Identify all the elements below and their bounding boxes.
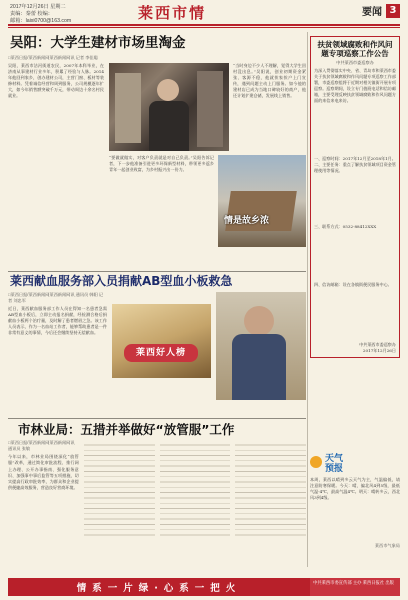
sidebar-item-2: 二、主要任务：重点了解扶贫领域项目资金管理使用等情况。 <box>314 162 396 174</box>
sidebar-title: 扶贫领域腐败和作风问题专项巡察工作公告 <box>317 40 393 58</box>
section-name: 要闻 <box>362 7 382 18</box>
header-email: 邮箱：laixi0700@163.com <box>10 18 72 24</box>
main-column <box>8 32 306 551</box>
weather-sun-icon <box>310 456 322 468</box>
divider-2 <box>8 418 306 419</box>
weather-title-2: 预报 <box>325 464 344 474</box>
sidebar-subtitle: 中共莱西市委巡察办 <box>336 60 374 65</box>
article-2 <box>8 275 306 415</box>
article-1-col-1: 吴阳，莱西市沽河街道农民，2007年本科毕业，在济南从事建材行业多年，积累了经验与人脉。2014年他回到家乡，创办建材公司，主营门窗、板材等装修材料。凭着诚信经营和周到服务，公司规模逐年扩大，如今年销售额突破千万元，带动周边十余名村民就业。 <box>8 62 104 99</box>
header-editor: 责编：秦蕾 校编： <box>10 11 53 17</box>
divider-1 <box>8 271 306 272</box>
page-header <box>0 0 408 32</box>
article-3-headline: 市林业局：五措并举做好“放管服”工作 <box>18 421 235 437</box>
sidebar-notice <box>310 36 400 358</box>
article-1-col-3: “要做就做实，对客户负责就是对自己负责。”吴阳告诉记者，下一步他准备引进更多环保新型材料，带领更多返乡青年一起创业致富，为乡村振兴出一份力。 <box>109 154 214 173</box>
weather-box <box>310 454 400 549</box>
article-2-photo-2 <box>216 292 306 400</box>
page-footer <box>8 578 400 596</box>
sidebar <box>310 32 400 358</box>
photo-2-caption: 莱西好人榜 <box>124 344 198 362</box>
article-2-body-cont <box>112 292 211 402</box>
masthead: 莱西市情 <box>138 4 207 22</box>
article-1-col-2: “当时身边不少人不理解，觉得大学生回村没出息。”吴阳说，创业初期资金紧张、客源不稳，他就挨家挨户上门宣传，遇到问题主动上门服务。如今他的建材店已成为当地口碑较好的商户，他还计划扩建仓储，发展线上销售。 <box>233 62 306 99</box>
footer-publisher: 中共莱西市委宣传部 主办 莱西日报社 出版 <box>310 578 400 596</box>
weather-source: 莱西市气象局 <box>374 543 400 548</box>
section-label <box>362 3 400 18</box>
article-1-photo-2 <box>218 155 306 247</box>
footer-slogan: 情系一片绿·心系一把火 <box>76 583 242 594</box>
sidebar-date: 2017年12月26日 <box>362 348 396 354</box>
article-3-col-3 <box>160 440 231 540</box>
sidebar-item-3: 三、联系方式：0532-88412XXX <box>314 224 377 230</box>
header-rule <box>8 24 400 26</box>
article-2-byline: □莱西日报/莱西新闻网莱西新闻网讯 通讯员 韩阳 记者 刘忠军 <box>8 291 104 303</box>
column-divider <box>307 32 308 567</box>
article-2-photo <box>112 304 211 378</box>
article-2-body: 近日，莱西献血服务部工作人员在得知一名患者急需AB型血小板后，立即主动报名捐献，经检测合格后捐献血小板两个治疗量，及时解了患者燃眉之急。该工作人员表示，作为一名血站工作者，能够帮助患者是一件非常有意义的事情，今后还会继续坚持无偿献血。 <box>8 305 107 336</box>
article-1-photo <box>109 63 229 151</box>
article-1-headline: 吴阳：大学生建材市场里淘金 <box>10 35 186 51</box>
sidebar-body: 为深入贯彻落实中央、省、青岛市和莱西市委关于扶贫领域腐败和作风问题专项巡察工作部署，市委巡察组将于近期对相关镇街开展专项巡察。巡察期间，设立专门值班电话和信访邮箱，主要受理反映扶贫领域腐败和作风问题方面的来信来电来访。 <box>314 68 396 104</box>
article-1-byline: □莱西日报/莱西新闻网莱西新闻网讯 记者 李佳聪 <box>8 54 98 60</box>
article-1 <box>8 36 306 268</box>
article-3-byline: □莱西日报/莱西新闻网莱西新闻网讯 通讯员 张敏 <box>8 440 75 452</box>
article-3-col-4 <box>235 440 306 540</box>
sidebar-signature: 中共莱西市委巡察办 <box>359 342 396 348</box>
article-2-headline: 莱西献血服务部入员捐献AB型血小板救急 <box>10 273 233 288</box>
header-date: 2017年12月26日 星期二 <box>10 4 66 10</box>
header-meta <box>10 4 71 25</box>
article-3-col-2 <box>84 440 155 540</box>
weather-title-1: 天气 <box>325 454 344 464</box>
article-3-body: 今年以来，市林业局围绕深化“放管服”改革，通过简化审批流程、推行网上办理、公开办事指南、强化服务意识、加强事中事后监管等五项措施，切实提高行政审批效率，为群众和企业提供便捷高效服务，营造良好营商环境。 <box>8 454 79 490</box>
photo-1-caption: 情是故乡浓 <box>224 215 270 226</box>
sidebar-item-4: 四、信访邮箱：设在各镇街便民服务中心。 <box>314 282 392 288</box>
page-number: 3 <box>386 4 400 18</box>
header-rule-thin <box>8 27 400 28</box>
article-3 <box>8 423 306 551</box>
weather-logo <box>310 454 400 474</box>
sidebar-item-1: 一、巡察时间：2017年12月至2018年1月。 <box>314 156 396 161</box>
weather-body: 本周，莱西以晴到多云天气为主，气温偏低，请注意防寒保暖。今天：晴，偏北风4到5级，最低气温-4℃，最高气温4℃。明天：晴转多云，西北风3到4级。 <box>310 477 400 501</box>
